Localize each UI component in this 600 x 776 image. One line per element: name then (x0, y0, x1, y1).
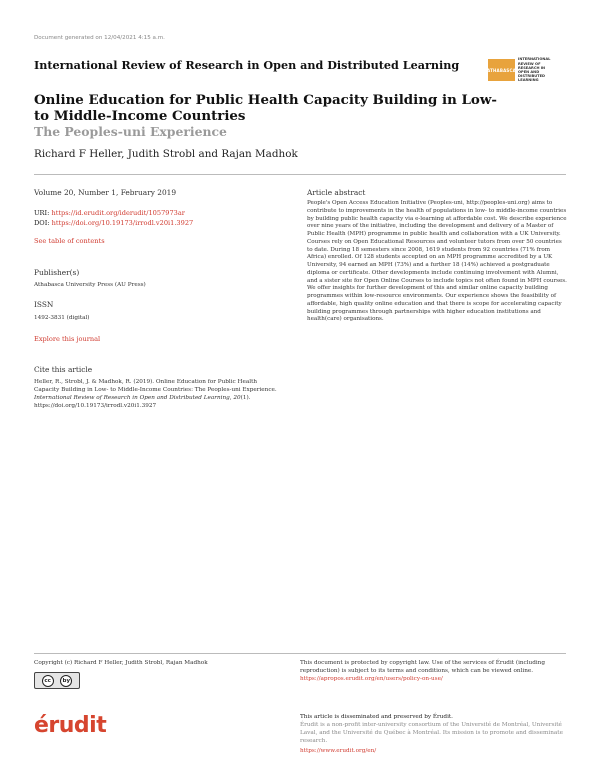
dissemination-text: Érudit is a non-profit inter-university consortium of the Université de Montréal, Université Laval, and the Université du Québec à Montréal. Its mission is to promote and disseminate research. (300, 722, 563, 744)
policy-link[interactable]: https://apropos.erudit.org/en/users/policy-on-use/ (300, 676, 443, 682)
dissemination-block (300, 713, 568, 755)
logo-text: INTERNATIONAL REVIEW OF RESEARCH IN OPEN AND DISTRIBUTED LEARNING (518, 57, 551, 83)
rights-text: This document is protected by copyright law. Use of the services of Érudit (including reproduction) is subject to its terms and conditions, which can be viewed online. (300, 660, 545, 674)
erudit-logo: érudit (34, 713, 107, 738)
erudit-link[interactable]: https://www.erudit.org/en/ (300, 748, 377, 754)
see-toc-link[interactable]: See table of contents (34, 237, 105, 245)
article-title: Online Education for Public Health Capacity Building in Low- to Middle-Income Countries (34, 92, 497, 124)
issn-value: 1492-3831 (digital) (34, 315, 90, 321)
cc-icon: cc (42, 675, 54, 687)
article-subtitle: The Peoples-uni Experience (34, 124, 227, 139)
explore-journal-link[interactable]: Explore this journal (34, 335, 101, 343)
copyright: Copyright (c) Richard F Heller, Judith Strobl, Rajan Madhok (34, 660, 208, 666)
article-authors: Richard F Heller, Judith Strobl and Rajan Madhok (34, 148, 298, 160)
issn-label: ISSN (34, 300, 54, 309)
logo-badge: ATHABASCA (488, 59, 515, 81)
citation-text: Heller, R., Strobl, J. & Madhok, R. (2019). Online Education for Public Health Capacity Building in Low- to Middle-Income Countries: The Peoples-uni Experience. International Review of Research in Open and Distributed Learning, 20(1). https://doi.org/10.19173/irrodl.v20i1.3927 (34, 379, 277, 409)
journal-logo (488, 59, 563, 81)
dissemination-heading: This article is disseminated and preserved by Érudit. (300, 714, 453, 720)
divider-bottom (34, 653, 566, 654)
rights-block (300, 659, 568, 683)
issue-info: Volume 20, Number 1, February 2019 (34, 188, 177, 197)
generation-date: Document generated on 12/04/2021 4:15 a.m. (34, 35, 165, 41)
identifiers: URI: https://id.erudit.org/iderudit/1057973ar DOI: https://doi.org/10.19173/irrodl.v20i1.3927 (34, 209, 194, 227)
doi-link[interactable]: https://doi.org/10.19173/irrodl.v20i1.3927 (51, 219, 194, 227)
abstract-text: People's Open Access Education Initiative (Peoples-uni, http://peoples-uni.org) aims to contribute to improvements in the health of populations in low- to middle-income countries by building public health capacity via e-learning at affordable cost. We describe experience over nine years of the initiative, including the development and delivery of a Master of Public Health (MPH) programme in public health and collaboration with a UK University. Courses rely on Open Educational Resources and volunteer tutors from over 50 countries to date. During 18 semesters since 2008, 1619 students from 92 countries (71% from Africa) enrolled. Of 128 students accepted on an MPH programme accredited by a UK University, 94 earned an MPH (73%) and a further 18 (14%) achieved a postgraduate diploma or certificate. Other developments include continuing involvement with Alumni, and a sister site for Open Online Courses to include topics not often found in MPH courses. We offer insights for further development of this and similar online capacity building programmes within low-resource environments. Our experience shows the feasibility of affordable, high quality online education and that there is scope for accelerating capacity building programmes through partnerships with higher education institutions and health(care) organisations. (307, 200, 567, 323)
journal-title: International Review of Research in Open and Distributed Learning (34, 58, 460, 72)
abstract-label: Article abstract (307, 188, 366, 197)
publisher-value: Athabasca University Press (AU Press) (34, 282, 146, 288)
divider-top (34, 174, 566, 175)
publisher-label: Publisher(s) (34, 268, 80, 277)
cite-label: Cite this article (34, 365, 93, 374)
uri-link[interactable]: https://id.erudit.org/iderudit/1057973ar (51, 209, 185, 217)
by-icon: by (60, 675, 72, 687)
cc-by-license-icon[interactable] (34, 672, 80, 689)
